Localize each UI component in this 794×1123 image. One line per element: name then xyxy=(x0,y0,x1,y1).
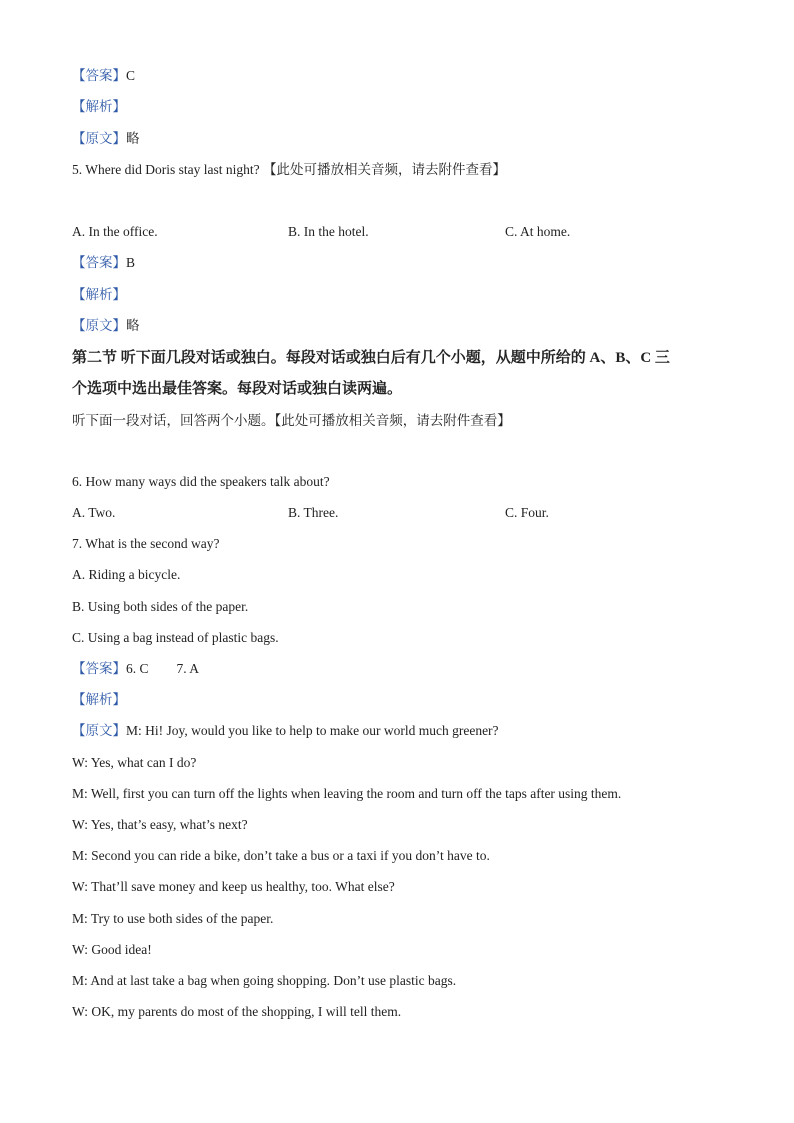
q4-answer-line xyxy=(72,67,135,85)
original-label: 【原文】 xyxy=(72,723,126,738)
dialogue-text: M: Hi! Joy, would you like to help to make our world much greener? xyxy=(126,723,499,738)
q5-option-c: C. At home. xyxy=(505,224,571,239)
dialogue-line: M: Second you can ride a bike, don’t take a bus or a taxi if you don’t have to. xyxy=(72,848,490,863)
dialogue-line: W: Yes, what can I do? xyxy=(72,755,197,770)
original-label: 【原文】 xyxy=(72,318,126,333)
section2-title-line2: 个选项中选出最佳答案。每段对话或独白读两遍。 xyxy=(72,381,403,397)
q4-answer-value: C xyxy=(126,68,136,83)
q7-answer-value: 7. A xyxy=(176,661,200,676)
q7-stem: 7. What is the second way? xyxy=(72,536,220,551)
section2-title-line1: 第二节 听下面几段对话或独白。每段对话或独白后有几个小题，从题中所给的 A、B、C 三 xyxy=(72,350,670,366)
dialogue-line: M: Try to use both sides of the paper. xyxy=(72,911,274,926)
section2-instruction: 听下面一段对话，回答两个小题。【此处可播放相关音频，请去附件查看】 xyxy=(72,413,511,428)
q5-stem: 5. Where did Doris stay last night? 【此处可播放相关音频，请去附件查看】 xyxy=(72,162,506,177)
dialogue-line: W: OK, my parents do most of the shopping, I will tell them. xyxy=(72,1004,402,1019)
dialogue-line: M: Well, first you can turn off the lights when leaving the room and turn off the taps after using them. xyxy=(72,786,622,801)
original-label: 【原文】 xyxy=(72,131,126,146)
q5-answer-line xyxy=(72,254,135,272)
q4-analysis-label: 【解析】 xyxy=(72,99,126,114)
q4-original-line xyxy=(72,130,140,148)
q6-option-a: A. Two. xyxy=(72,505,116,520)
dialogue-line: M: And at last take a bag when going shopping. Don’t use plastic bags. xyxy=(72,973,457,988)
dialogue-line: W: Yes, that’s easy, what’s next? xyxy=(72,817,248,832)
q67-analysis-label: 【解析】 xyxy=(72,692,126,707)
q67-answer-line xyxy=(72,660,199,678)
q5-original-line xyxy=(72,317,140,335)
q6-stem: 6. How many ways did the speakers talk about? xyxy=(72,474,330,489)
q5-original-text: 略 xyxy=(126,318,140,333)
q5-answer-value: B xyxy=(126,255,136,270)
answer-label: 【答案】 xyxy=(72,255,126,270)
q4-original-text: 略 xyxy=(126,131,140,146)
q7-option-a: A. Riding a bicycle. xyxy=(72,567,181,582)
dialogue-line: W: Good idea! xyxy=(72,942,152,957)
dialogue-line: W: That’ll save money and keep us healthy, too. What else? xyxy=(72,879,395,894)
q5-option-a: A. In the office. xyxy=(72,224,158,239)
answer-label: 【答案】 xyxy=(72,661,126,676)
q5-option-b: B. In the hotel. xyxy=(288,224,369,239)
q7-option-b: B. Using both sides of the paper. xyxy=(72,599,249,614)
q5-analysis-label: 【解析】 xyxy=(72,287,126,302)
q6-option-b: B. Three. xyxy=(288,505,339,520)
dialogue-line xyxy=(72,722,499,740)
q7-option-c: C. Using a bag instead of plastic bags. xyxy=(72,630,279,645)
q6-answer-value: 6. C xyxy=(126,661,149,676)
answer-label: 【答案】 xyxy=(72,68,126,83)
q6-option-c: C. Four. xyxy=(505,505,549,520)
